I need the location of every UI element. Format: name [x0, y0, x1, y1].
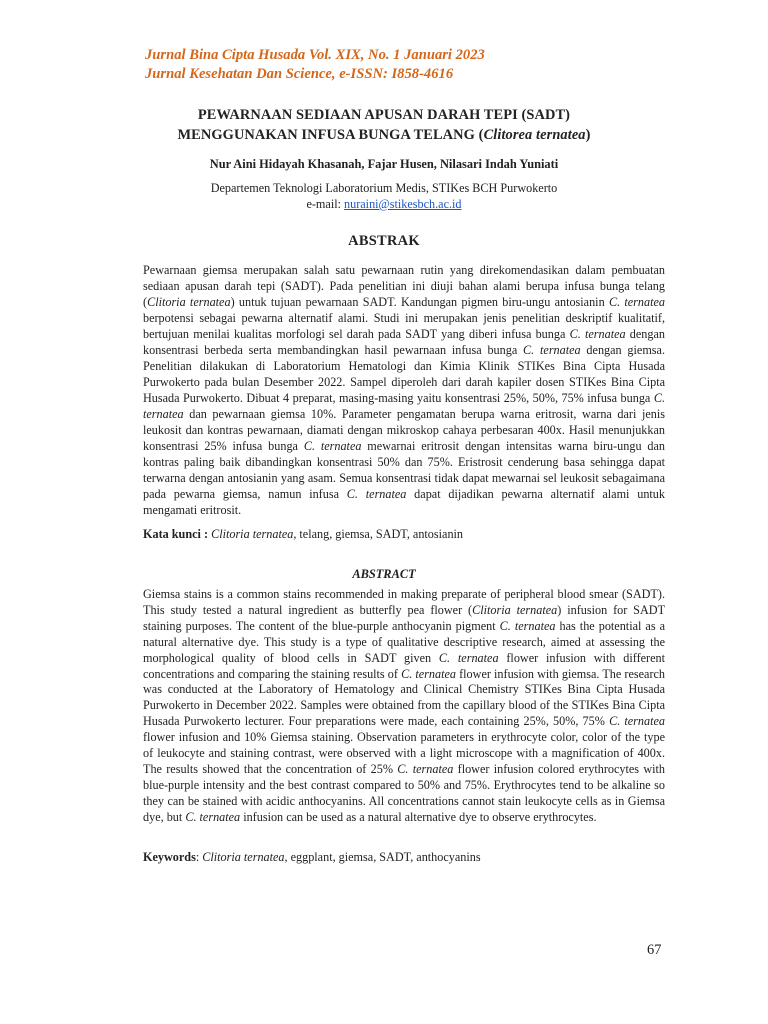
- abstrak-text: dengan konsentrasi berbeda serta membandingkan hasil pewarnaan infusa bunga: [143, 327, 665, 357]
- keywords-colon: :: [195, 850, 203, 864]
- abstract-heading: ABSTRACT: [352, 567, 416, 581]
- abstrak-text: ) untuk tujuan pewarnaan SADT. Kandungan pigmen biru-ungu antosianin: [230, 295, 609, 309]
- abstract-text: infusion can be used as a natural alternative dye to observe erythrocytes.: [240, 809, 597, 824]
- abstract-text: has the potential as a natural alternative dye. This study is a type of qualitative descriptive research, aimed at assessing the morphological quality of blood cells in SADT given: [143, 618, 666, 665]
- abstrak-heading: ABSTRAK: [348, 233, 420, 249]
- email-label: e-mail:: [306, 197, 345, 211]
- affiliation: Departemen Teknologi Laboratorium Medis, STIKes BCH Purwokerto: [210, 181, 558, 195]
- email-line: [0, 196, 768, 212]
- title-prefix: MENGGUNAKAN INFUSA BUNGA TELANG (: [177, 126, 484, 143]
- species-name: C. ternatea: [499, 618, 556, 633]
- email-link[interactable]: nuraini@stikesbch.ac.id: [344, 197, 462, 211]
- paper-title: [0, 106, 768, 145]
- species-name: C. ternatea: [438, 650, 499, 665]
- title-line-2: [0, 126, 768, 146]
- title-suffix: ): [585, 126, 591, 143]
- abstrak-text: dengan giemsa. Penelitian dilakukan di Laboratorium Hematologi dan Kimia Klinik STIKes Bina Cipta Husada Purwokerto pada bulan Desember 2022. Sampel diperoleh dari darah kapiler dosen STIKes Bina Cipta Husada Purwokerto. Dibuat 4 preparat, masing-masing yaitu konsentrasi 25%, 50%, 75% infusa bunga: [143, 343, 665, 405]
- abstrak-paragraph: [143, 262, 665, 518]
- species-name: C. ternatea: [143, 391, 665, 421]
- abstract-text: flower infusion with different concentrations and comparing the staining results of: [143, 650, 665, 681]
- keywords-terms: , eggplant, giemsa, SADT, anthocyanins: [284, 850, 481, 864]
- affiliation-block: [0, 180, 768, 212]
- species-name: C. ternatea: [569, 327, 626, 341]
- species-name: C. ternatea: [609, 714, 666, 729]
- journal-header: [145, 46, 485, 84]
- author-list: Nur Aini Hidayah Khasanah, Fajar Husen, Nilasari Indah Yuniati: [209, 157, 559, 171]
- kata-kunci: [143, 527, 463, 542]
- journal-line-1: Jurnal Bina Cipta Husada Vol. XIX, No. 1 Januari 2023: [145, 47, 485, 63]
- journal-line-2: Jurnal Kesehatan Dan Science, e-ISSN: I858-4616: [145, 66, 454, 82]
- title-line-1: PEWARNAAN SEDIAAN APUSAN DARAH TEPI (SADT): [197, 107, 571, 123]
- abstrak-text: Pewarnaan giemsa merupakan salah satu pewarnaan rutin yang direkomendasikan dalam pembuatan sediaan apusan darah tepi (SADT). Pada penelitian ini diuji bahan alami berupa infusa bunga telang (: [143, 263, 665, 309]
- abstract-text: flower infusion and 10% Giemsa staining. Observation parameters in erythrocyte color, color of the type of leukocyte and staining contrast, were observed with a light microscope with a magnification of 400x. The results showed that the concentration of 25%: [143, 730, 665, 776]
- abstract-text: ) infusion for SADT staining purposes. The content of the blue-purple anthocyanin pigment: [143, 602, 666, 633]
- abstrak-text: mewarnai eritrosit dengan intensitas warna biru-ungu dan kontras paling baik dibandingkan konsentrasi 50% dan 75%. Eristrosit cenderung basa sehingga dapat terwarna dengan antosianin yang asam. Semua konsentrasi tidak dapat mewarnai sel leukosit sebagaimana pada pewarna giemsa, namun infusa: [143, 439, 665, 501]
- keywords-label: Keywords: [143, 850, 196, 864]
- abstrak-text: dan pewarnaan giemsa 10%. Parameter pengamatan berupa warna eritrosit, warna dari jenis leukosit dan kontras pewarnaan, diamati dengan mikroskop cahaya perbesaran 400x. Hasil menunjukkan konsentrasi 25% infusa bunga: [143, 407, 665, 453]
- species-name: C. ternatea: [608, 295, 665, 309]
- abstract-paragraph: [143, 587, 665, 826]
- species-name: C. ternatea: [523, 343, 581, 357]
- species-name: C. ternatea: [401, 666, 456, 681]
- abstract-text: flower infusion colored erythrocytes with blue-purple intensity and the best contrast compared to 50% and 75%. Erythrocytes tend to be alkaline so they can be stained with acidic anthocyanins. All concentrations cannot stain leukocyte cells as in Giemsa dye, but: [143, 761, 665, 824]
- kata-kunci-label: Kata kunci :: [143, 527, 209, 541]
- abstrak-text: dapat dijadikan pewarna alternatif alami untuk mengamati eritrosit.: [143, 487, 665, 517]
- kata-kunci-terms: telang, giemsa, SADT, antosianin: [296, 527, 464, 541]
- species-name: C. ternatea: [185, 809, 241, 824]
- title-species: Clitorea ternatea: [483, 126, 586, 143]
- species-name: C. ternatea: [303, 439, 362, 453]
- species-name: C. ternatea: [397, 761, 454, 776]
- species-name: Clitoria ternatea: [147, 295, 231, 309]
- page-number: 67: [647, 942, 662, 958]
- species-name: C. ternatea: [346, 487, 407, 501]
- keywords-species: Clitoria ternatea: [202, 850, 285, 864]
- abstract-text: Giemsa stains is a common stains recommended in making preparate of peripheral blood smear (SADT). This study tested a natural ingredient as butterfly pea flower (: [143, 587, 665, 617]
- kata-kunci-species: Clitoria ternatea,: [211, 527, 297, 541]
- keywords: [143, 850, 481, 865]
- species-name: Clitoria ternatea: [472, 602, 558, 617]
- abstrak-text: berpotensi sebagai pewarna alternatif alami. Studi ini merupakan jenis penelitian deskriptif kualitatif, bertujuan menilai kualitas morfologi sel darah pada SADT yang diberi infusa bunga: [143, 311, 665, 341]
- abstract-text: flower infusion with giemsa. The research was conducted at the Laboratory of Hematology and Clinical Chemistry STIKes Bina Cipta Husada Purwokerto in December 2022. Samples were obtained from the capillary blood of the STIKes Bina Cipta Husada Purwokerto lecturer. Four preparations were made, each containing 25%, 50%, 75%: [143, 666, 666, 729]
